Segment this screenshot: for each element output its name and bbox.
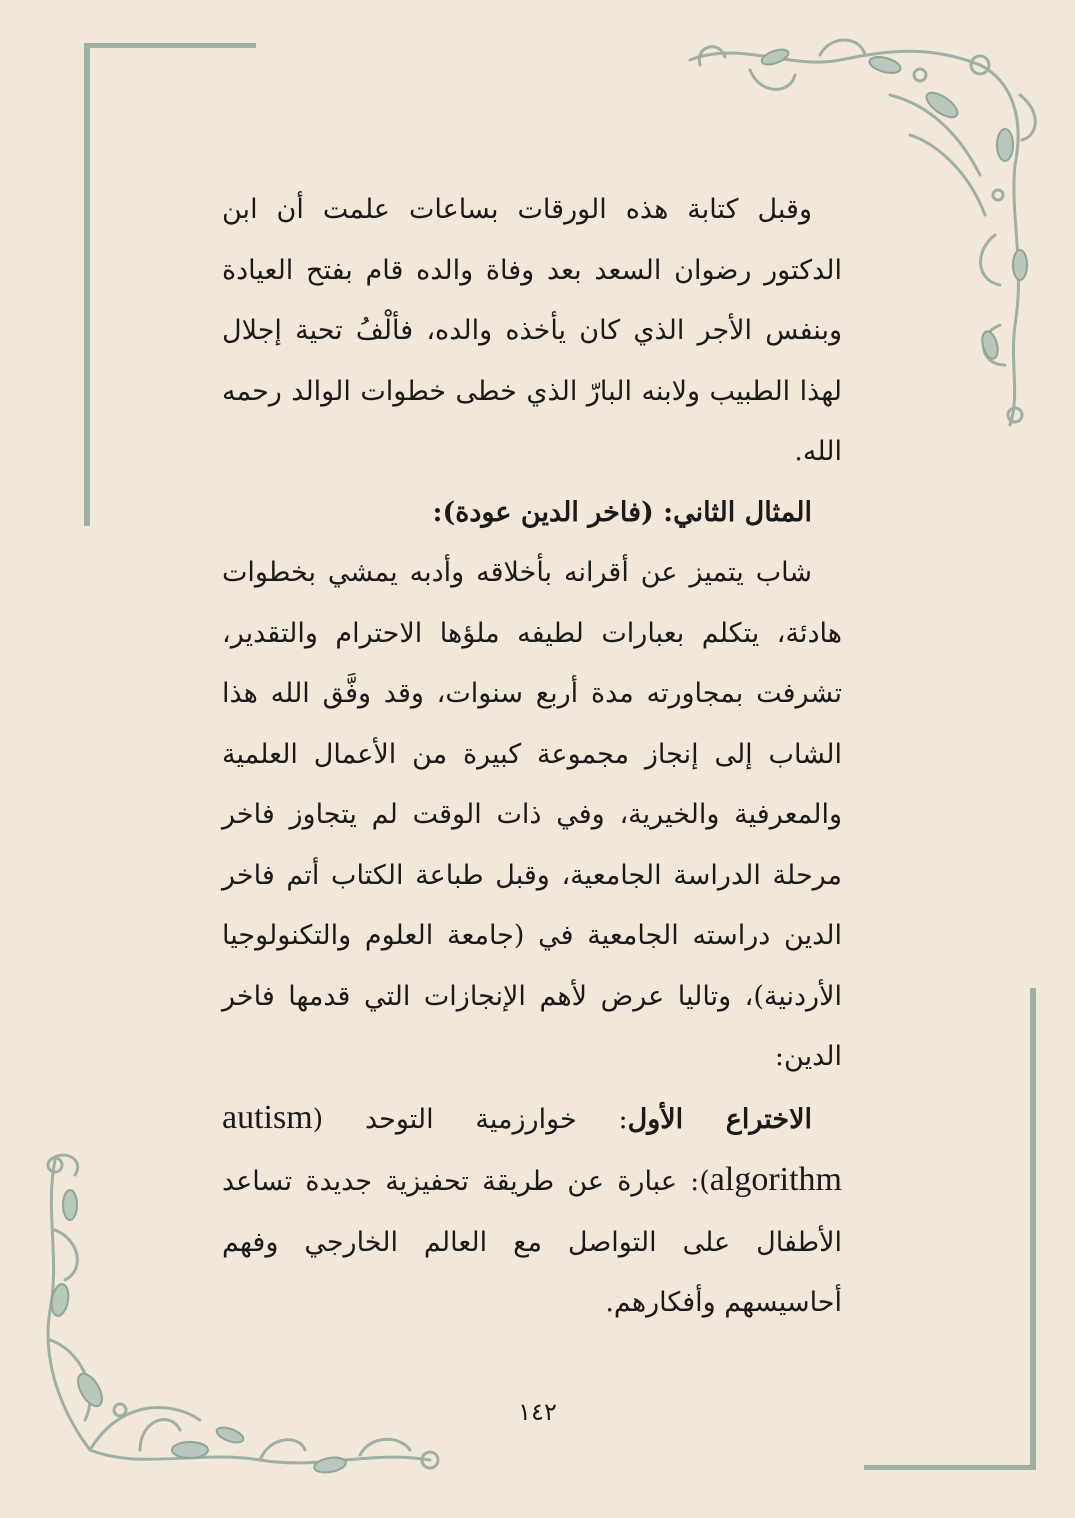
main-text	[222, 180, 842, 1334]
example-two-colon: :	[432, 496, 443, 528]
example-two-name: (فاخر الدين عودة)	[442, 496, 654, 528]
invention-one-closing: ):	[676, 1166, 710, 1197]
frame-bottom-right-horizontal	[864, 1465, 1036, 1470]
invention-one-description: عبارة عن طريقة تحفيزية جديدة تساعد الأطفال على التواصل مع العالم الخارجي وفهم أحاسيسهم وأفكارهم.	[222, 1166, 842, 1318]
invention-one-title-ar: خوارزمية التوحد (	[312, 1103, 577, 1135]
paragraph-doctor-son: وقبل كتابة هذه الورقات بساعات علمت أن ابن الدكتور رضوان السعد بعد وفاة والده قام بفتح العيادة وبنفس الأجر الذي كان يأخذه والده، فألْفُ تحية إجلال لهذا الطبيب ولابنه البارّ الذي خطى خطوات الوالد رحمه الله.	[222, 194, 842, 467]
invention-one-paragraph	[222, 1088, 842, 1334]
frame-top-left-vertical	[84, 43, 90, 526]
page-number: ١٤٢	[518, 1398, 557, 1426]
invention-one-label: الاختراع الأول	[627, 1103, 812, 1135]
example-two-separator: :	[653, 496, 674, 528]
frame-top-left-horizontal	[84, 43, 256, 48]
example-two-heading	[222, 483, 842, 544]
example-two-label: المثال الثاني	[673, 496, 812, 528]
invention-one-title-en-2: algorithm	[709, 1161, 842, 1198]
invention-one-separator: :	[576, 1103, 628, 1135]
invention-one-title-en-1: autism	[222, 1098, 313, 1136]
paragraph-fakher-bio: شاب يتميز عن أقرانه بأخلاقه وأدبه يمشي بخطوات هادئة، يتكلم بعبارات لطيفه ملؤها الاحترام والتقدير، تشرفت بمجاورته مدة أربع سنوات، وقد وفَّق الله هذا الشاب إلى إنجاز مجموعة كبيرة من الأعمال العلمية والمعرفية والخيرية، وفي ذات الوقت لم يتجاوز فاخر مرحلة الدراسة الجامعية، وقبل طباعة الكتاب أتم فاخر الدين دراسته الجامعية في (جامعة العلوم والتكنولوجيا الأردنية)، وتاليا عرض لأهم الإنجازات التي قدمها فاخر الدين:	[222, 557, 842, 1072]
